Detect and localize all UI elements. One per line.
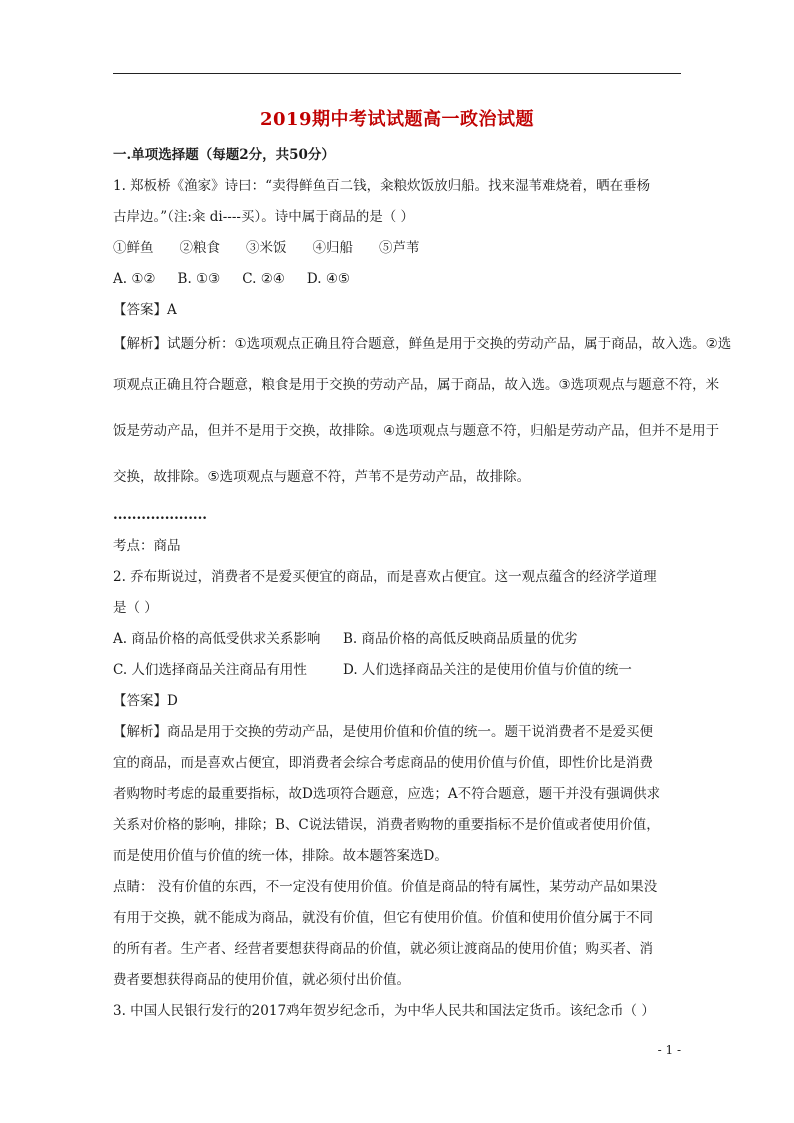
q2-options-row-2	[113, 655, 683, 686]
q1-item: ①鲜鱼	[113, 240, 154, 256]
q1-item: ④归船	[312, 240, 353, 256]
q1-analysis-line: 饭是劳动产品，但并不是用于交换，故排除。④选项观点与题意不符，归船是劳动产品，但并不是用于	[113, 423, 720, 439]
q1-analysis-line: 【解析】试题分析：①选项观点正确且符合题意，鲜鱼是用于交换的劳动产品，属于商品，故入选。②选	[113, 336, 732, 352]
page-number: - 1 -	[657, 1043, 681, 1057]
q2-options-row-1	[113, 624, 683, 655]
q1-option: B. ①③	[177, 271, 221, 287]
q1-analysis-line: 项观点正确且符合题意，粮食是用于交换的劳动产品，属于商品，故入选。③选项观点与题意不符，米	[113, 377, 720, 393]
q1-item: ⑤芦苇	[379, 240, 420, 256]
q2-tip-line: 费者要想获得商品的使用价值，就必须付出价值。	[113, 972, 410, 988]
q2-analysis-line: 宜的商品，而是喜欢占便宜，即消费者会综合考虑商品的使用价值与价值，即性价比是消费	[113, 755, 653, 771]
q2-analysis-line: 关系对价格的影响，排除；B、C说法错误，消费者购物的重要指标不是价值或者使用价值，	[113, 817, 660, 833]
q2-tip-line: 的所有者。生产者、经营者要想获得商品的价值，就必须让渡商品的使用价值；购买者、消	[113, 941, 653, 957]
section-heading: 一.单项选择题（每题2分，共50分）	[113, 147, 335, 163]
q1-stem-line-2: 古岸边。”（注:籴 di----买）。诗中属于商品的是（ ）	[113, 209, 414, 225]
q2-option-d: D. 人们选择商品关注的是使用价值与价值的统一	[343, 662, 632, 678]
q1-item: ②粮食	[179, 240, 220, 256]
q1-option: C. ②④	[242, 271, 285, 287]
q2-option-b: B. 商品价格的高低反映商品质量的优劣	[343, 631, 578, 647]
q1-analysis-line: 交换，故排除。⑤选项观点与题意不符，芦苇不是劳动产品，故排除。	[113, 469, 531, 485]
q1-analysis	[113, 326, 732, 500]
q2-analysis-line: 而是使用价值与价值的统一体，排除。故本题答案选D。	[113, 848, 448, 864]
q3-stem-line-1: 3. 中国人民银行发行的2017鸡年贺岁纪念币，为中华人民共和国法定货币。该纪念币（ ）	[113, 1003, 655, 1019]
q2-tip-line: 有用于交换，就不能成为商品，就没有价值，但它有使用价值。价值和使用价值分属于不同	[113, 910, 653, 926]
header-rule	[113, 73, 681, 74]
q2-analysis-line: 者购物时考虑的最重要指标，故D选项符合题意，应选；A不符合题意，题干并没有强调供求	[113, 786, 661, 802]
q2-stem-line-2: 是（ ）	[113, 600, 158, 616]
q2-option-c: C. 人们选择商品关注商品有用性	[113, 662, 307, 678]
document-body	[113, 143, 732, 1027]
q1-option: D. ④⑤	[306, 271, 351, 287]
q1-option: A. ①②	[113, 271, 156, 287]
q1-items	[113, 233, 683, 264]
q2-analysis-line: 【解析】商品是用于交换的劳动产品，是使用价值和价值的统一。题干说消费者不是爱买便	[113, 724, 653, 740]
q2-option-a: A. 商品价格的高低受供求关系影响	[113, 631, 321, 647]
q1-dots: ....................	[113, 507, 207, 523]
q2-tip-line: 点睛： 没有价值的东西，不一定没有使用价值。价值是商品的特有属性，某劳动产品如果没	[113, 879, 658, 895]
q2-answer: 【答案】D	[113, 693, 178, 709]
document-title: 2019期中考试试题高一政治试题	[259, 109, 535, 130]
q1-options	[113, 264, 683, 295]
q1-point: 考点：商品	[113, 538, 181, 554]
q1-item: ③米饭	[246, 240, 287, 256]
q2-stem-line-1: 2. 乔布斯说过，消费者不是爱买便宜的商品，而是喜欢占便宜。这一观点蕴含的经济学道理	[113, 569, 657, 585]
q1-stem-line-1: 1. 郑板桥《渔家》诗曰：“卖得鲜鱼百二钱，籴粮炊饭放归船。找来湿苇难烧着，晒在垂杨	[113, 178, 651, 194]
q1-answer: 【答案】A	[113, 302, 177, 318]
